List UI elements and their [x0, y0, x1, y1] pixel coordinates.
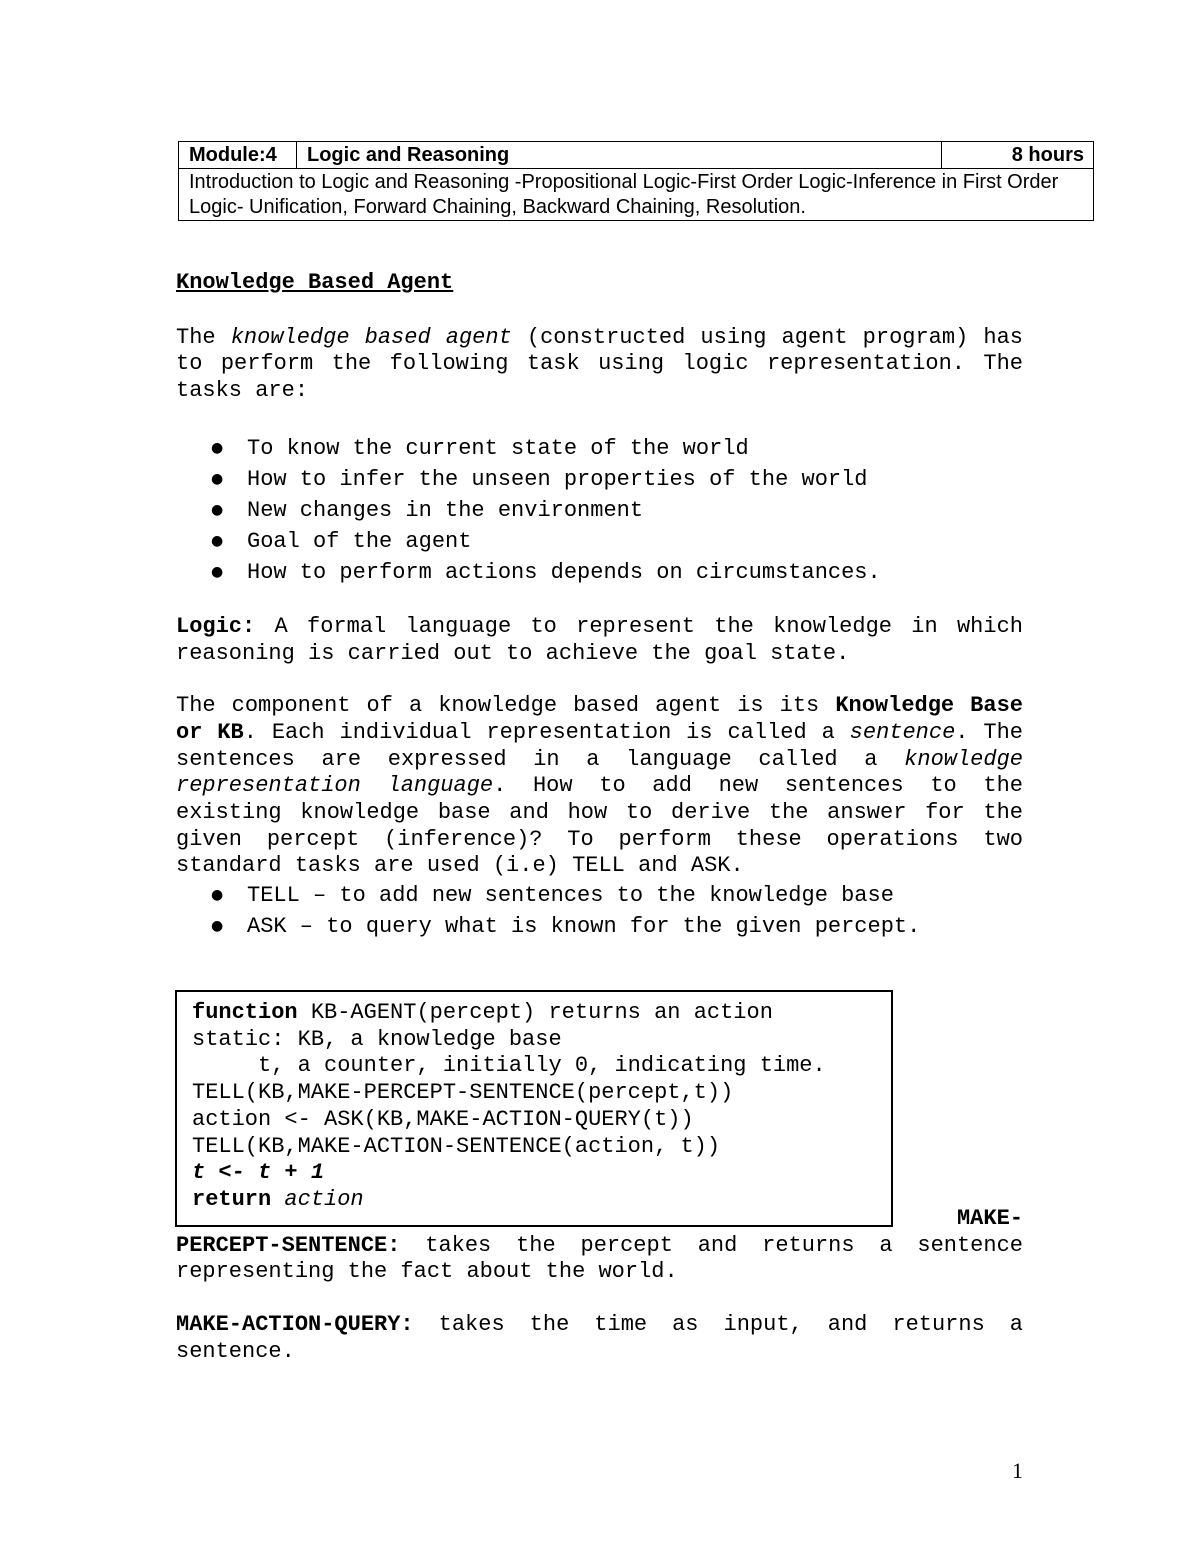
list-item: ● ASK – to query what is known for the given percept. — [211, 911, 1023, 942]
definition-label: PERCEPT-SENTENCE: — [176, 1232, 401, 1258]
code-keyword: function — [192, 1000, 298, 1025]
list-item: ● New changes in the environment — [211, 495, 1023, 526]
module-description: Introduction to Logic and Reasoning -Propositional Logic-First Order Logic-Inference in First Order Logic- Unification, Forward Chaining, Backward Chaining, Resolution. — [179, 169, 1094, 221]
list-item: ● To know the current state of the world — [211, 433, 1023, 464]
module-title: Logic and Reasoning — [297, 142, 942, 169]
code-keyword: return — [192, 1186, 272, 1212]
code-line: t, a counter, initially 0, indicating time. — [192, 1053, 826, 1079]
intro-emphasis: knowledge based agent — [230, 324, 512, 350]
logic-definition — [176, 614, 1023, 667]
make-percept-sentence-definition — [176, 1233, 1023, 1286]
code-line: t <- t + 1 — [192, 1160, 325, 1186]
operations-list — [176, 880, 1023, 942]
code-line — [192, 1000, 882, 1027]
page-number: 1 — [1012, 1458, 1023, 1483]
main-content — [176, 270, 1023, 942]
code-text: KB-AGENT(percept) returns an action — [297, 1000, 773, 1025]
intro-text-rest: (constructed using agent program) has to perform the following task using logic representation. The tasks are: — [176, 324, 1023, 404]
code-line: action <- ASK(KB,MAKE-ACTION-QUERY(t)) — [192, 1106, 694, 1132]
logic-text: A formal language to represent the knowledge in which reasoning is carried out to achieve the goal state. — [176, 613, 1023, 666]
intro-paragraph — [176, 325, 1023, 405]
code-line: TELL(KB,MAKE-ACTION-SENTENCE(action, t)) — [192, 1133, 721, 1159]
code-text: action — [271, 1186, 364, 1212]
code-line: static: KB, a knowledge base — [192, 1026, 562, 1052]
task-list — [176, 433, 1023, 588]
list-item: ● TELL – to add new sentences to the knowledge base — [211, 880, 1023, 911]
component-bold: Knowledge Base or KB — [176, 693, 1023, 745]
component-text: . The sentences are expressed in a language called a — [176, 719, 1024, 772]
definition-text: takes the percept and returns a sentence representing the fact about the world. — [176, 1232, 1023, 1285]
definitions — [176, 1206, 1023, 1366]
code-line: TELL(KB,MAKE-PERCEPT-SENTENCE(percept,t)) — [192, 1080, 734, 1106]
list-item: ● How to infer the unseen properties of the world — [211, 464, 1023, 495]
component-text: . Each individual representation is called a — [243, 719, 850, 745]
list-item: ● Goal of the agent — [211, 526, 1023, 557]
component-text: The component of a knowledge based agent is its — [176, 693, 836, 719]
component-italic: knowledge representation language — [176, 746, 1023, 799]
pseudocode-box — [175, 990, 893, 1227]
logic-label: Logic: — [176, 613, 256, 639]
component-italic: sentence — [849, 719, 956, 745]
definition-text: takes the time as input, and returns a sentence. — [176, 1312, 1023, 1364]
make-label-part: MAKE- — [956, 1206, 1023, 1231]
section-heading: Knowledge Based Agent — [176, 270, 454, 295]
module-hours: 8 hours — [942, 142, 1094, 169]
intro-text-start: The — [176, 324, 231, 350]
component-text: . How to add new sentences to the existing knowledge base and how to derive the answer for the given percept (inference)? To perform these operations two standard tasks are used (i.e) TELL and ASK. — [176, 773, 1023, 879]
list-item: ● How to perform actions depends on circumstances. — [211, 557, 1023, 588]
module-number: Module:4 — [179, 142, 297, 169]
make-action-query-definition — [176, 1312, 1023, 1365]
module-table — [178, 141, 1094, 221]
component-paragraph — [176, 693, 1023, 880]
definition-label: MAKE-ACTION-QUERY: — [176, 1312, 414, 1338]
